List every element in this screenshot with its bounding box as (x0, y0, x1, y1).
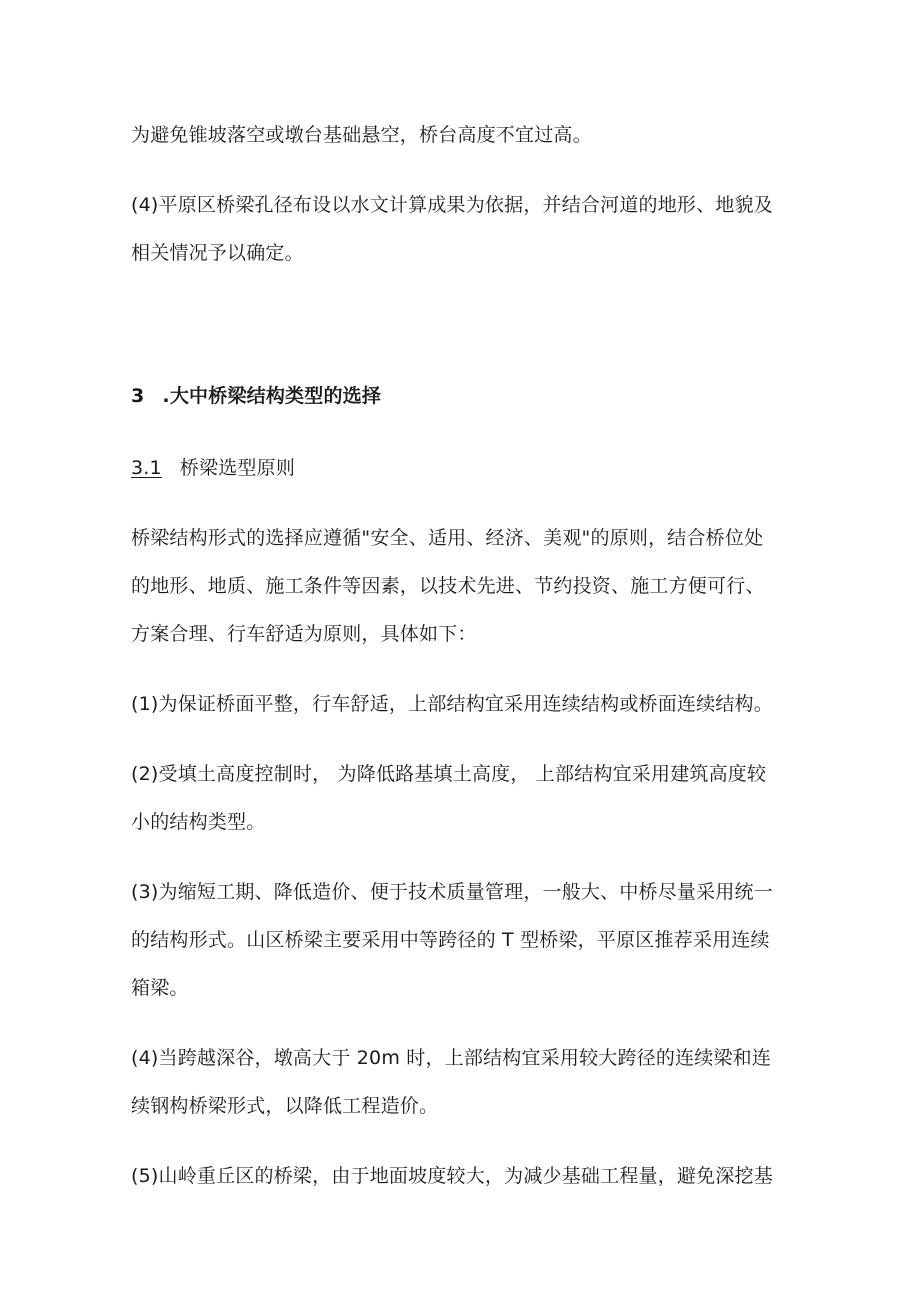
subsection-title: 桥梁选型原则 (179, 457, 296, 479)
list-item-line: 箱梁。 (131, 977, 189, 999)
section-title: .大中桥梁结构类型的选择 (162, 385, 382, 407)
list-item-line: (2)受填土高度控制时， 为降低路基填土高度， 上部结构宜采用建筑高度较 (131, 763, 767, 785)
section-heading (131, 383, 381, 409)
section-number: 3 (131, 385, 145, 407)
paragraph-line: 相关情况予以确定。 (131, 242, 304, 264)
list-item-line: (5)山岭重丘区的桥梁，由于地面坡度较大，为减少基础工程量，避免深挖基 (131, 1165, 773, 1187)
paragraph-line: 为避免锥坡落空或墩台基础悬空，桥台高度不宜过高。 (131, 124, 592, 146)
list-item-line: 小的结构类型。 (131, 811, 266, 833)
subsection-number: 3.1 (131, 457, 162, 479)
paragraph-line: 方案合理、行车舒适为原则，具体如下： (131, 623, 477, 645)
list-item-line: (1)为保证桥面平整，行车舒适，上部结构宜采用连续结构或桥面连续结构。 (131, 693, 773, 715)
subsection-heading (131, 455, 295, 481)
list-item-line: (3)为缩短工期、降低造价、便于技术质量管理，一般大、中桥尽量采用统一 (131, 881, 773, 903)
paragraph-line: 的地形、地质、施工条件等因素，以技术先进、节约投资、施工方便可行、 (131, 575, 765, 597)
list-item-line: 续钢构桥梁形式，以降低工程造价。 (131, 1095, 439, 1117)
list-item-line: (4)当跨越深谷，墩高大于 20m 时，上部结构宜采用较大跨径的连续梁和连 (131, 1047, 772, 1069)
paragraph-line: (4)平原区桥梁孔径布设以水文计算成果为依据，并结合河道的地形、地貌及 (131, 194, 773, 216)
paragraph-line: 桥梁结构形式的选择应遵循"安全、适用、经济、美观"的原则，结合桥位处 (131, 527, 764, 549)
list-item-line: 的结构形式。山区桥梁主要采用中等跨径的 T 型桥梁，平原区推荐采用连续 (131, 929, 770, 951)
